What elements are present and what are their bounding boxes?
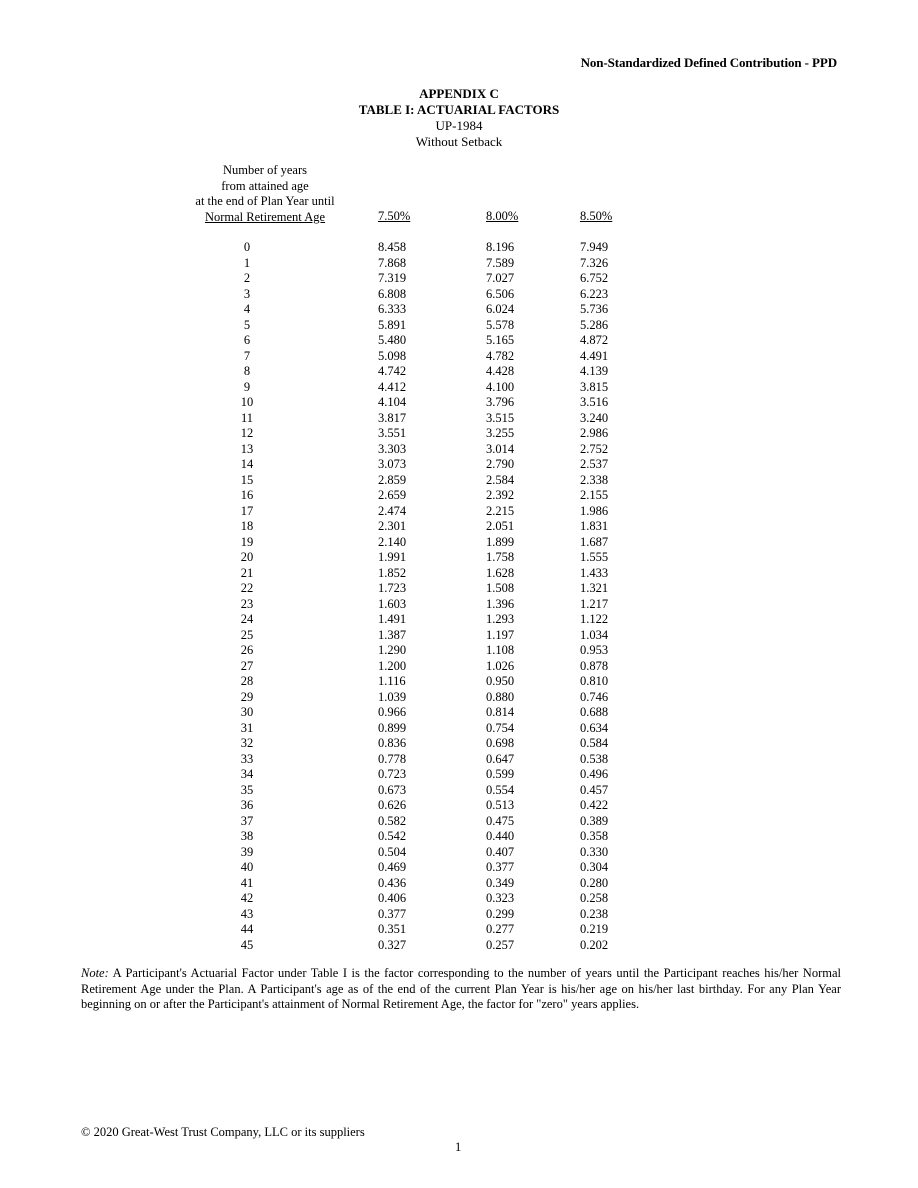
- table-row: [0, 829, 918, 845]
- note-paragraph: [81, 966, 841, 1013]
- factor-cell: 0.554: [486, 782, 515, 797]
- table-row: [0, 488, 918, 504]
- table-row: [0, 736, 918, 752]
- factor-cell: 4.782: [486, 348, 515, 363]
- table-row: [0, 860, 918, 876]
- years-cell: 17: [240, 503, 254, 518]
- table-row: [0, 814, 918, 830]
- factor-cell: 0.258: [580, 891, 609, 905]
- factor-cell: 1.116: [378, 674, 406, 688]
- years-cell: 36: [240, 798, 254, 812]
- years-cell: 3: [243, 286, 251, 301]
- table-row: [0, 721, 918, 737]
- factor-cell: 1.122: [580, 612, 609, 626]
- factor-cell: 6.506: [486, 286, 515, 301]
- years-cell: 27: [240, 658, 254, 673]
- years-cell: 25: [240, 627, 254, 642]
- factor-cell: 3.796: [486, 395, 515, 409]
- years-cell: 30: [240, 705, 254, 719]
- title-block: [0, 86, 918, 150]
- table-row: [0, 411, 918, 427]
- years-cell: 8: [243, 364, 251, 378]
- factor-cell: 6.333: [378, 302, 407, 316]
- years-cell: 4: [243, 302, 251, 316]
- factor-cell: 3.255: [486, 426, 515, 440]
- row-header-line: Normal Retirement Age: [204, 209, 326, 224]
- table-row: [0, 550, 918, 566]
- factor-cell: 4.412: [378, 379, 407, 394]
- factor-cell: 1.039: [378, 689, 407, 704]
- factor-cell: 1.396: [486, 596, 515, 611]
- years-cell: 37: [240, 813, 254, 828]
- table-title: TABLE I: ACTUARIAL FACTORS: [358, 102, 560, 117]
- factor-cell: 2.051: [486, 519, 515, 533]
- appendix-title: APPENDIX C: [419, 86, 499, 101]
- column-header-8-50: 8.50%: [580, 209, 613, 223]
- document-header: Non-Standardized Defined Contribution - PPD: [580, 55, 837, 70]
- factor-cell: 1.387: [378, 627, 407, 642]
- factor-cell: 0.626: [378, 798, 407, 812]
- table-row: [0, 333, 918, 349]
- factor-cell: 5.480: [378, 333, 407, 347]
- factor-cell: 1.628: [486, 565, 515, 580]
- table-row: [0, 318, 918, 334]
- copyright: © 2020 Great-West Trust Company, LLC or its suppliers: [81, 1125, 365, 1139]
- years-cell: 29: [240, 689, 254, 704]
- factor-cell: 2.301: [378, 519, 407, 533]
- factor-cell: 6.752: [580, 271, 609, 285]
- table-row: [0, 922, 918, 938]
- factor-cell: 3.073: [378, 457, 407, 471]
- years-cell: 1: [243, 255, 251, 270]
- factor-cell: 0.688: [580, 705, 609, 719]
- page-number: 1: [455, 1140, 462, 1154]
- table-row: [0, 364, 918, 380]
- factor-cell: 2.537: [580, 457, 609, 471]
- factor-cell: 2.392: [486, 488, 515, 502]
- factor-cell: 6.808: [378, 286, 407, 301]
- factor-cell: 0.407: [486, 844, 515, 859]
- factor-cell: 2.859: [378, 472, 407, 487]
- years-cell: 5: [243, 317, 251, 332]
- factor-cell: 0.323: [486, 891, 515, 905]
- years-cell: 38: [240, 829, 254, 843]
- years-cell: 35: [240, 782, 254, 797]
- factor-cell: 4.491: [580, 348, 609, 363]
- factor-cell: 0.257: [486, 937, 515, 952]
- factor-cell: 1.758: [486, 550, 515, 564]
- factor-cell: 0.723: [378, 767, 407, 781]
- factor-cell: 5.286: [580, 317, 609, 332]
- table-row: [0, 643, 918, 659]
- table-row: [0, 891, 918, 907]
- factor-cell: 0.436: [378, 875, 407, 890]
- factor-cell: 2.986: [580, 426, 609, 440]
- factor-cell: 0.440: [486, 829, 515, 843]
- row-header-line: at the end of Plan Year until: [195, 194, 335, 208]
- factor-cell: 8.458: [378, 240, 407, 254]
- factor-cell: 0.327: [378, 937, 407, 952]
- factor-cell: 1.508: [486, 581, 515, 595]
- years-cell: 33: [240, 751, 254, 766]
- factor-cell: 3.240: [580, 410, 609, 425]
- setback-label: Without Setback: [415, 134, 503, 149]
- factor-cell: 7.589: [486, 255, 515, 270]
- factor-cell: 0.377: [378, 906, 407, 921]
- table-row: [0, 674, 918, 690]
- table-row: [0, 752, 918, 768]
- years-cell: 32: [240, 736, 254, 750]
- factor-cell: 0.880: [486, 689, 515, 704]
- factor-cell: 0.836: [378, 736, 407, 750]
- table-row: [0, 659, 918, 675]
- factor-cell: 0.469: [378, 860, 407, 874]
- factor-cell: 0.634: [580, 720, 609, 735]
- years-cell: 7: [243, 348, 251, 363]
- table-row: [0, 240, 918, 256]
- factor-cell: 5.736: [580, 302, 609, 316]
- years-cell: 16: [240, 488, 254, 502]
- factor-cell: 0.953: [580, 643, 609, 657]
- factor-cell: 0.377: [486, 860, 515, 874]
- years-cell: 40: [240, 860, 254, 874]
- factor-cell: 7.868: [378, 255, 407, 270]
- factor-cell: 0.280: [580, 875, 609, 890]
- years-cell: 14: [240, 457, 254, 471]
- years-cell: 0: [243, 240, 251, 254]
- years-cell: 18: [240, 519, 254, 533]
- factor-cell: 7.027: [486, 271, 515, 285]
- factor-cell: 1.852: [378, 565, 407, 580]
- years-cell: 2: [243, 271, 251, 285]
- years-cell: 41: [240, 875, 254, 890]
- factor-cell: 2.752: [580, 441, 609, 456]
- years-cell: 23: [240, 596, 254, 611]
- years-cell: 21: [240, 565, 254, 580]
- table-row: [0, 597, 918, 613]
- factor-cell: 1.433: [580, 565, 609, 580]
- factor-cell: 0.504: [378, 844, 407, 859]
- factor-cell: 0.457: [580, 782, 609, 797]
- table-row: [0, 256, 918, 272]
- factor-cell: 0.584: [580, 736, 609, 750]
- factor-cell: 1.321: [580, 581, 609, 595]
- factor-cell: 0.542: [378, 829, 407, 843]
- factor-cell: 3.815: [580, 379, 609, 394]
- table-row: [0, 426, 918, 442]
- table-row: [0, 287, 918, 303]
- note-text: A Participant's Actuarial Factor under Table I is the factor corresponding to the number of years until the Participant reaches his/her Normal Retirement Age under the Plan. A Participant's age as of the end of the current Plan Year is his/her age on his/her last birthday. For any Plan Year beginning on or after the Participant's attainment of Normal Retirement Age, the factor for "zero" years applies.: [81, 966, 841, 1011]
- years-cell: 28: [240, 674, 254, 688]
- years-cell: 22: [240, 581, 254, 595]
- factor-cell: 7.949: [580, 240, 609, 254]
- factor-cell: 2.140: [378, 534, 407, 549]
- table-row: [0, 581, 918, 597]
- factor-cell: 0.778: [378, 751, 407, 766]
- table-row: [0, 380, 918, 396]
- years-cell: 44: [240, 922, 254, 936]
- row-header-line: from attained age: [221, 178, 309, 193]
- factor-cell: 0.238: [580, 906, 609, 921]
- factor-cell: 2.215: [486, 503, 515, 518]
- factor-cell: 1.555: [580, 550, 609, 564]
- factor-cell: 4.872: [580, 333, 609, 347]
- factor-cell: 1.687: [580, 534, 609, 549]
- factor-cell: 4.139: [580, 364, 609, 378]
- years-cell: 24: [240, 612, 254, 626]
- factor-cell: 1.723: [378, 581, 407, 595]
- table-row: [0, 349, 918, 365]
- factor-cell: 1.899: [486, 534, 515, 549]
- factor-cell: 4.100: [486, 379, 515, 394]
- factor-cell: 2.659: [378, 488, 407, 502]
- factor-cell: 0.950: [486, 674, 515, 688]
- factor-cell: 0.698: [486, 736, 515, 750]
- factor-cell: 3.817: [378, 410, 407, 425]
- factor-cell: 3.303: [378, 441, 407, 456]
- factor-cell: 0.966: [378, 705, 407, 719]
- factor-cell: 0.219: [580, 922, 609, 936]
- factors-table: [0, 240, 918, 953]
- factor-cell: 0.899: [378, 720, 407, 735]
- table-row: [0, 504, 918, 520]
- factor-cell: 0.582: [378, 813, 407, 828]
- table-row: [0, 473, 918, 489]
- years-cell: 39: [240, 844, 254, 859]
- years-cell: 42: [240, 891, 254, 905]
- years-cell: 9: [243, 379, 251, 394]
- factor-cell: 0.810: [580, 674, 609, 688]
- factor-cell: 0.406: [378, 891, 407, 905]
- factor-cell: 1.290: [378, 643, 407, 657]
- years-cell: 15: [240, 472, 254, 487]
- factor-cell: 8.196: [486, 240, 515, 254]
- factor-cell: 1.491: [378, 612, 407, 626]
- factor-cell: 2.155: [580, 488, 609, 502]
- factor-cell: 1.991: [378, 550, 407, 564]
- table-row: [0, 535, 918, 551]
- factor-cell: 0.299: [486, 906, 515, 921]
- factor-cell: 3.014: [486, 441, 515, 456]
- factor-cell: 3.516: [580, 395, 609, 409]
- note-label: Note:: [81, 966, 109, 980]
- factor-cell: 0.673: [378, 782, 407, 797]
- factor-cell: 0.647: [486, 751, 515, 766]
- factor-cell: 1.034: [580, 627, 609, 642]
- table-row: [0, 628, 918, 644]
- factor-cell: 1.831: [580, 519, 609, 533]
- factor-cell: 0.351: [378, 922, 407, 936]
- factor-cell: 0.814: [486, 705, 515, 719]
- table-row: [0, 690, 918, 706]
- years-cell: 11: [240, 410, 254, 425]
- factor-cell: 1.603: [378, 596, 407, 611]
- factor-cell: 7.326: [580, 255, 609, 270]
- table-row: [0, 519, 918, 535]
- factor-cell: 5.891: [378, 317, 407, 332]
- row-header: [180, 163, 350, 225]
- years-cell: 12: [240, 426, 254, 440]
- factor-cell: 4.742: [378, 364, 407, 378]
- table-row: [0, 845, 918, 861]
- factor-cell: 0.754: [486, 720, 515, 735]
- column-header-7-50: 7.50%: [378, 209, 411, 223]
- table-row: [0, 876, 918, 892]
- factor-cell: 2.338: [580, 472, 609, 487]
- table-row: [0, 566, 918, 582]
- factor-cell: 5.578: [486, 317, 515, 332]
- factor-cell: 2.474: [378, 503, 407, 518]
- factor-cell: 4.428: [486, 364, 515, 378]
- factor-cell: 0.599: [486, 767, 515, 781]
- factor-cell: 0.349: [486, 875, 515, 890]
- factor-cell: 0.538: [580, 751, 609, 766]
- factor-cell: 1.293: [486, 612, 515, 626]
- table-row: [0, 798, 918, 814]
- table-row: [0, 783, 918, 799]
- years-cell: 6: [243, 333, 251, 347]
- factor-cell: 0.475: [486, 813, 515, 828]
- table-row: [0, 907, 918, 923]
- factor-cell: 0.422: [580, 798, 609, 812]
- factor-cell: 0.304: [580, 860, 609, 874]
- factor-cell: 1.026: [486, 658, 515, 673]
- row-header-line: Number of years: [223, 163, 307, 177]
- table-row: [0, 705, 918, 721]
- factor-cell: 4.104: [378, 395, 407, 409]
- table-row: [0, 938, 918, 954]
- table-row: [0, 457, 918, 473]
- factor-cell: 1.217: [580, 596, 609, 611]
- factor-cell: 5.165: [486, 333, 515, 347]
- mortality-table-label: UP-1984: [435, 118, 483, 133]
- factor-cell: 0.513: [486, 798, 515, 812]
- factor-cell: 3.515: [486, 410, 515, 425]
- table-row: [0, 395, 918, 411]
- factor-cell: 0.358: [580, 829, 609, 843]
- factor-cell: 3.551: [378, 426, 407, 440]
- table-row: [0, 271, 918, 287]
- years-cell: 31: [240, 720, 254, 735]
- table-row: [0, 442, 918, 458]
- factor-cell: 6.223: [580, 286, 609, 301]
- factor-cell: 6.024: [486, 302, 515, 316]
- factor-cell: 1.986: [580, 503, 609, 518]
- table-row: [0, 612, 918, 628]
- factor-cell: 5.098: [378, 348, 407, 363]
- years-cell: 19: [240, 534, 254, 549]
- years-cell: 43: [240, 906, 254, 921]
- factor-cell: 1.200: [378, 658, 407, 673]
- factor-cell: 7.319: [378, 271, 407, 285]
- factor-cell: 0.746: [580, 689, 609, 704]
- years-cell: 20: [240, 550, 254, 564]
- factor-cell: 2.790: [486, 457, 515, 471]
- factor-cell: 1.197: [486, 627, 515, 642]
- table-row: [0, 302, 918, 318]
- years-cell: 45: [240, 937, 254, 952]
- factor-cell: 0.277: [486, 922, 515, 936]
- years-cell: 10: [240, 395, 254, 409]
- factor-cell: 0.878: [580, 658, 609, 673]
- years-cell: 34: [240, 767, 254, 781]
- table-row: [0, 767, 918, 783]
- factor-cell: 0.389: [580, 813, 609, 828]
- factor-cell: 0.202: [580, 937, 609, 952]
- column-header-8-00: 8.00%: [486, 209, 519, 223]
- factor-cell: 0.330: [580, 844, 609, 859]
- factor-cell: 0.496: [580, 767, 609, 781]
- factor-cell: 1.108: [486, 643, 515, 657]
- years-cell: 26: [240, 643, 254, 657]
- years-cell: 13: [240, 441, 254, 456]
- factor-cell: 2.584: [486, 472, 515, 487]
